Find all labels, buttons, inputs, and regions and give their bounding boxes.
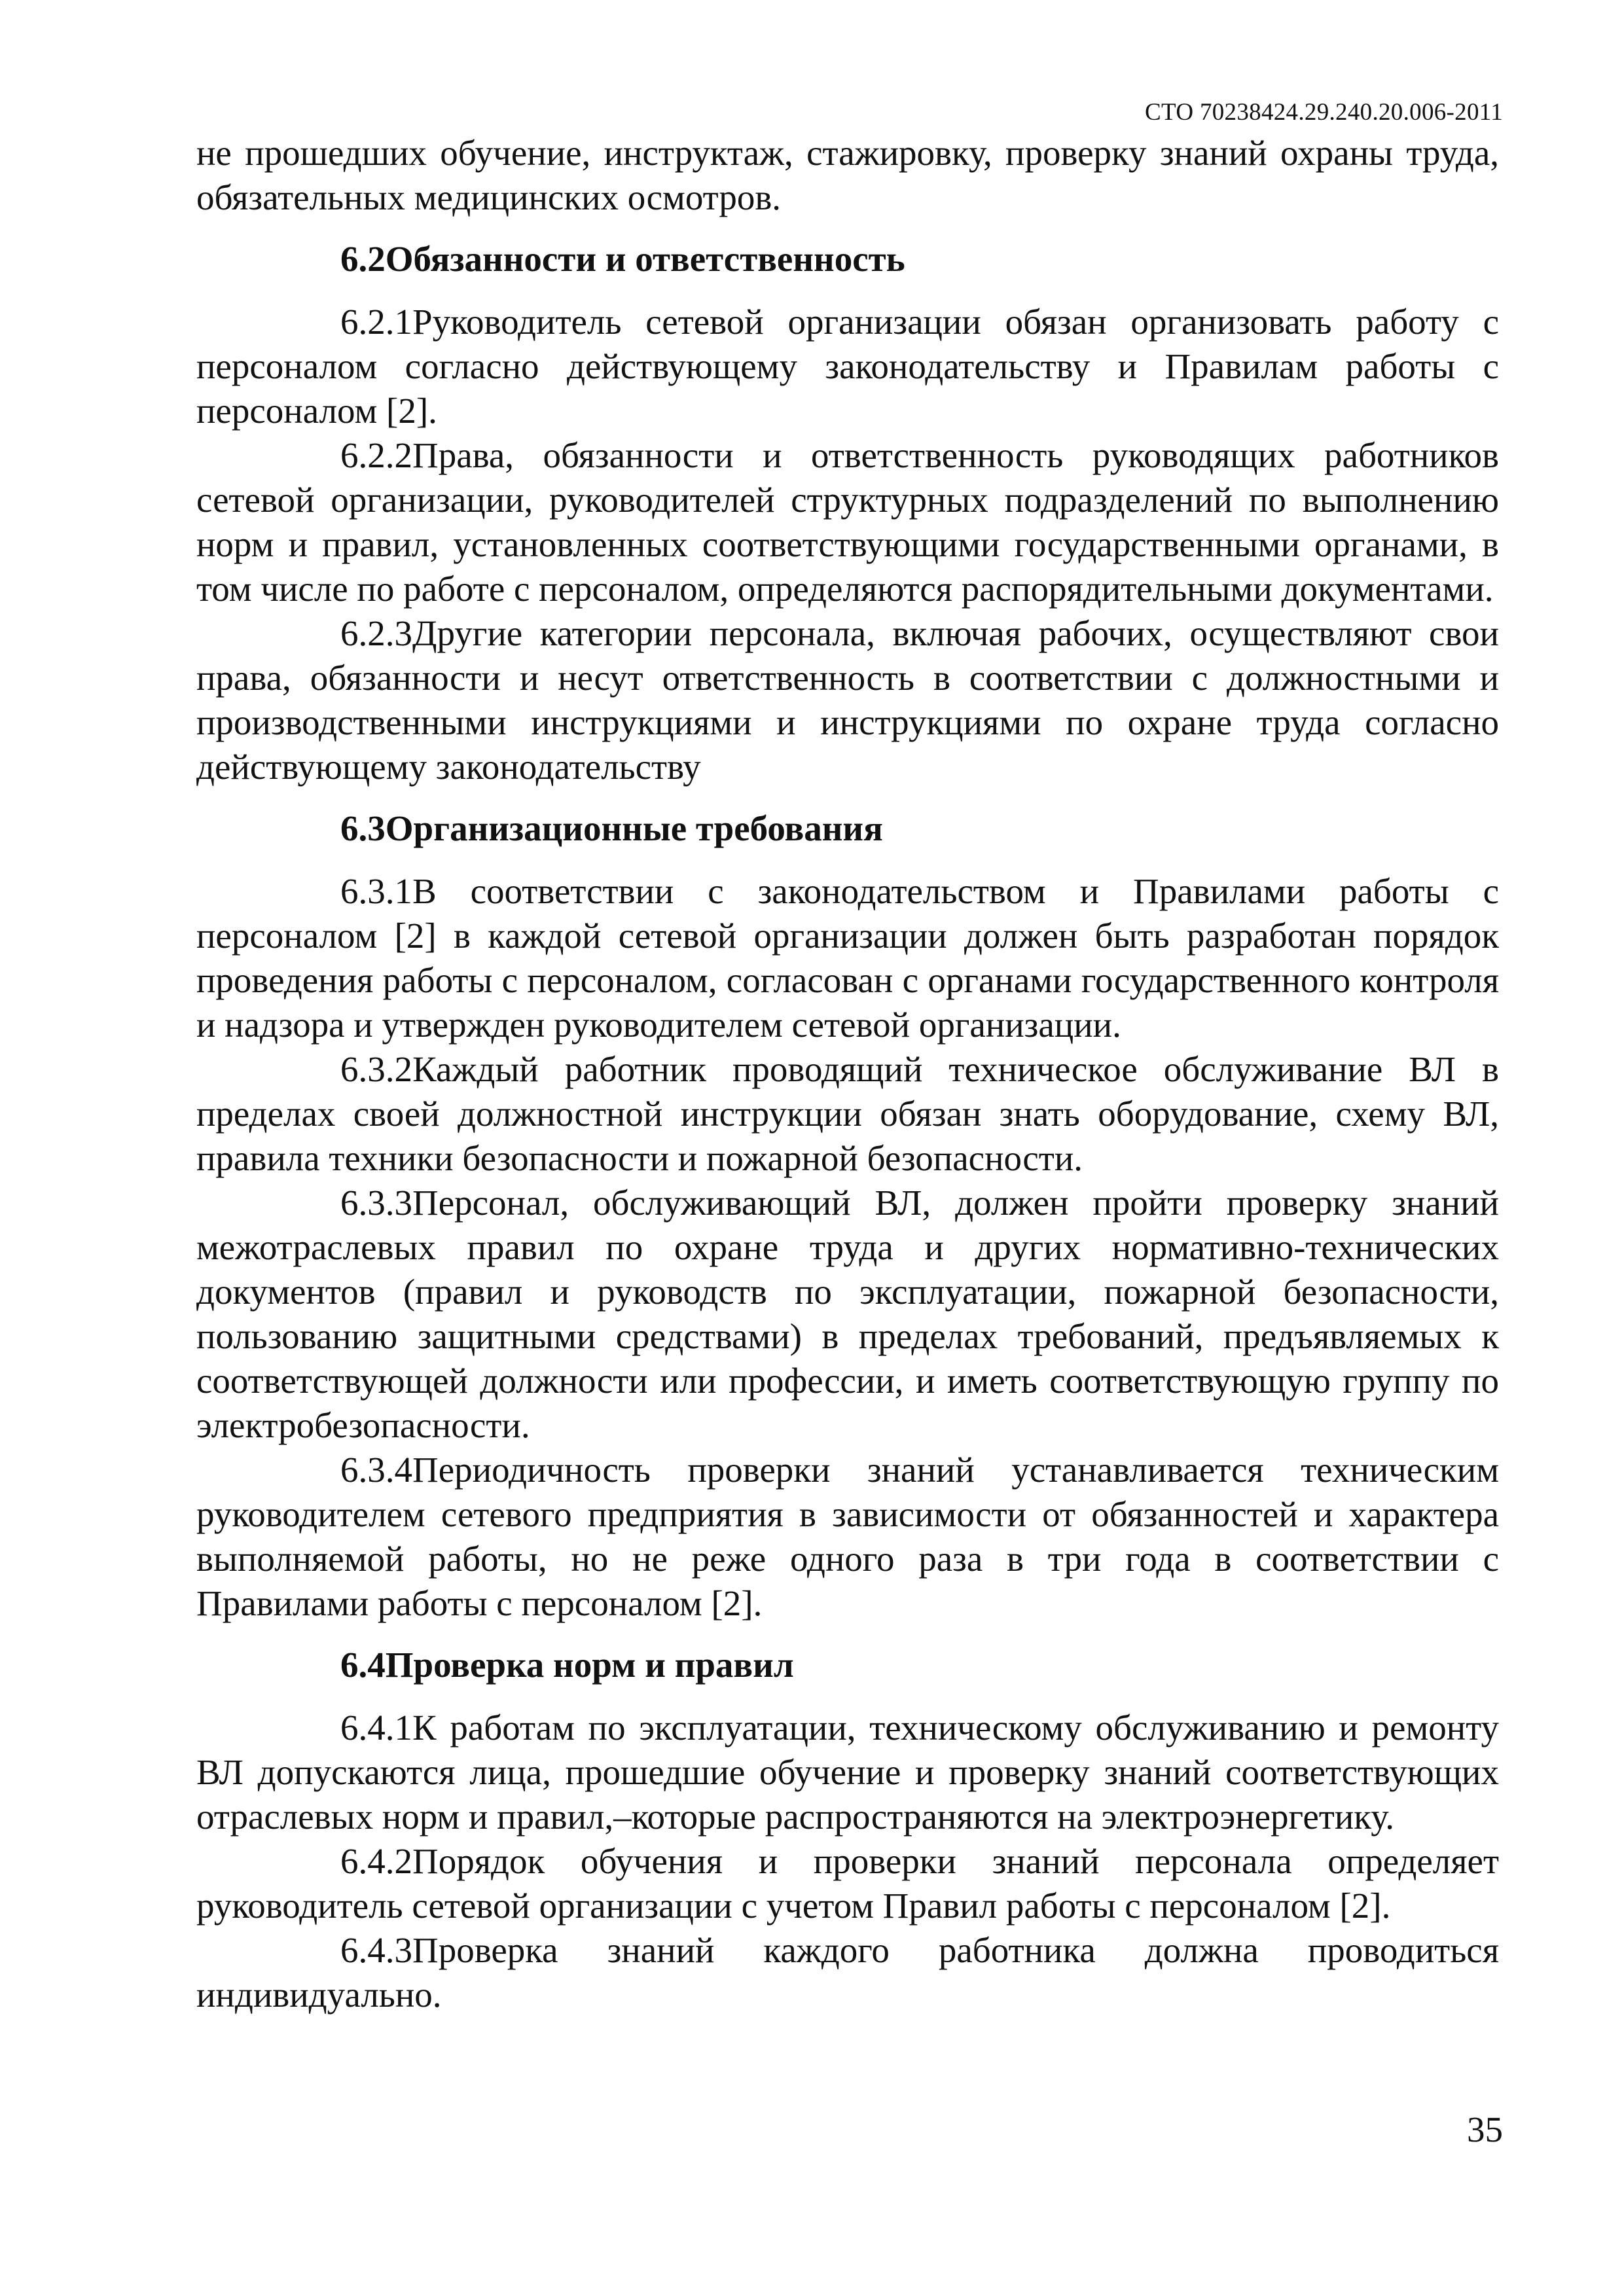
clause-number: 6.2.3	[340, 613, 412, 653]
clause-text: Руководитель сетевой организации обязан организовать работу с персоналом согласно действующему законодательству и Правилам работы с персоналом [2].	[196, 302, 1499, 431]
clause-number: 6.2.1	[340, 302, 412, 342]
clause-text: В соответствии с законодательством и Правилами работы с персоналом [2] в каждой сетевой организации должен быть разработан порядок проведения работы с персоналом, согласован с органами государственного контроля и надзора и утвержден руководителем сетевой организации.	[196, 871, 1499, 1045]
clause-6-3-4	[196, 1448, 1499, 1626]
clause-6-4-2	[196, 1839, 1499, 1928]
clause-6-4-1	[196, 1706, 1499, 1839]
section-title: Проверка норм и правил	[385, 1645, 794, 1685]
clause-text: Другие категории персонала, включая рабочих, осуществляют свои права, обязанности и несут ответственность в соответствии с должностными и производственными инструкциями и инструкциями по охране труда согласно действующему законодательству	[196, 613, 1499, 787]
clause-number: 6.2.2	[340, 435, 412, 475]
section-number: 6.2	[340, 239, 386, 279]
clause-number: 6.4.1	[340, 1708, 412, 1748]
clause-text: Персонал, обслуживающий ВЛ, должен пройти проверку знаний межотраслевых правил по охране труда и других нормативно-технических документов (правил и руководств по эксплуатации, пожарной безопасности, пользованию защитными средствами) в пределах требований, предъявляемых к соответствующей должности или профессии, и иметь соответствующую группу по электробезопасности.	[196, 1183, 1499, 1445]
clause-number: 6.3.2	[340, 1049, 412, 1089]
clause-number: 6.3.4	[340, 1450, 412, 1490]
clause-6-2-1	[196, 300, 1499, 433]
section-title: Организационные требования	[385, 808, 883, 848]
document-body	[196, 131, 1499, 2017]
section-number: 6.4	[340, 1645, 386, 1685]
clause-text: Каждый работник проводящий техническое обслуживание ВЛ в пределах своей должностной инструкции обязан знать оборудование, схему ВЛ, правила техники безопасности и пожарной безопасности.	[196, 1049, 1499, 1178]
clause-text: Периодичность проверки знаний устанавливается техническим руководителем сетевого предприятия в зависимости от обязанностей и характера выполняемой работы, но не реже одного раза в три года в соответствии с Правилами работы с персоналом [2].	[196, 1450, 1499, 1623]
clause-text: Права, обязанности и ответственность руководящих работников сетевой организации, руководителей структурных подразделений по выполнению норм и правил, установленных соответствующими государственными органами, в том числе по работе с персоналом, определяются распорядительными документами.	[196, 435, 1499, 609]
section-number: 6.3	[340, 808, 386, 848]
section-heading-6-3	[196, 806, 1499, 851]
clause-text: Проверка знаний каждого работника должна проводиться индивидуально.	[196, 1930, 1499, 2015]
lead-paragraph: не прошедших обучение, инструктаж, стажировку, проверку знаний охраны труда, обязательных медицинских осмотров.	[196, 133, 1499, 217]
clause-number: 6.3.1	[340, 871, 412, 911]
clause-text: Порядок обучения и проверки знаний персонала определяет руководитель сетевой организации с учетом Правил работы с персоналом [2].	[196, 1841, 1499, 1926]
clause-number: 6.4.3	[340, 1930, 412, 1970]
clause-6-3-2	[196, 1047, 1499, 1181]
document-code: СТО 70238424.29.240.20.006-2011	[1144, 99, 1503, 126]
clause-6-3-1	[196, 869, 1499, 1047]
clause-6-2-2	[196, 433, 1499, 611]
clause-6-4-3	[196, 1928, 1499, 2017]
section-title: Обязанности и ответственность	[385, 239, 905, 279]
clause-number: 6.3.3	[340, 1183, 412, 1223]
section-heading-6-4	[196, 1643, 1499, 1687]
clause-text: К работам по эксплуатации, техническому обслуживанию и ремонту ВЛ допускаются лица, прошедшие обучение и проверку знаний соответствующих отраслевых норм и правил,–которые распространяются на электроэнергетику.	[196, 1708, 1499, 1837]
clause-6-3-3	[196, 1181, 1499, 1448]
clause-number: 6.4.2	[340, 1841, 412, 1881]
clause-6-2-3	[196, 611, 1499, 789]
section-heading-6-2	[196, 237, 1499, 281]
page-number: 35	[1467, 2109, 1503, 2149]
